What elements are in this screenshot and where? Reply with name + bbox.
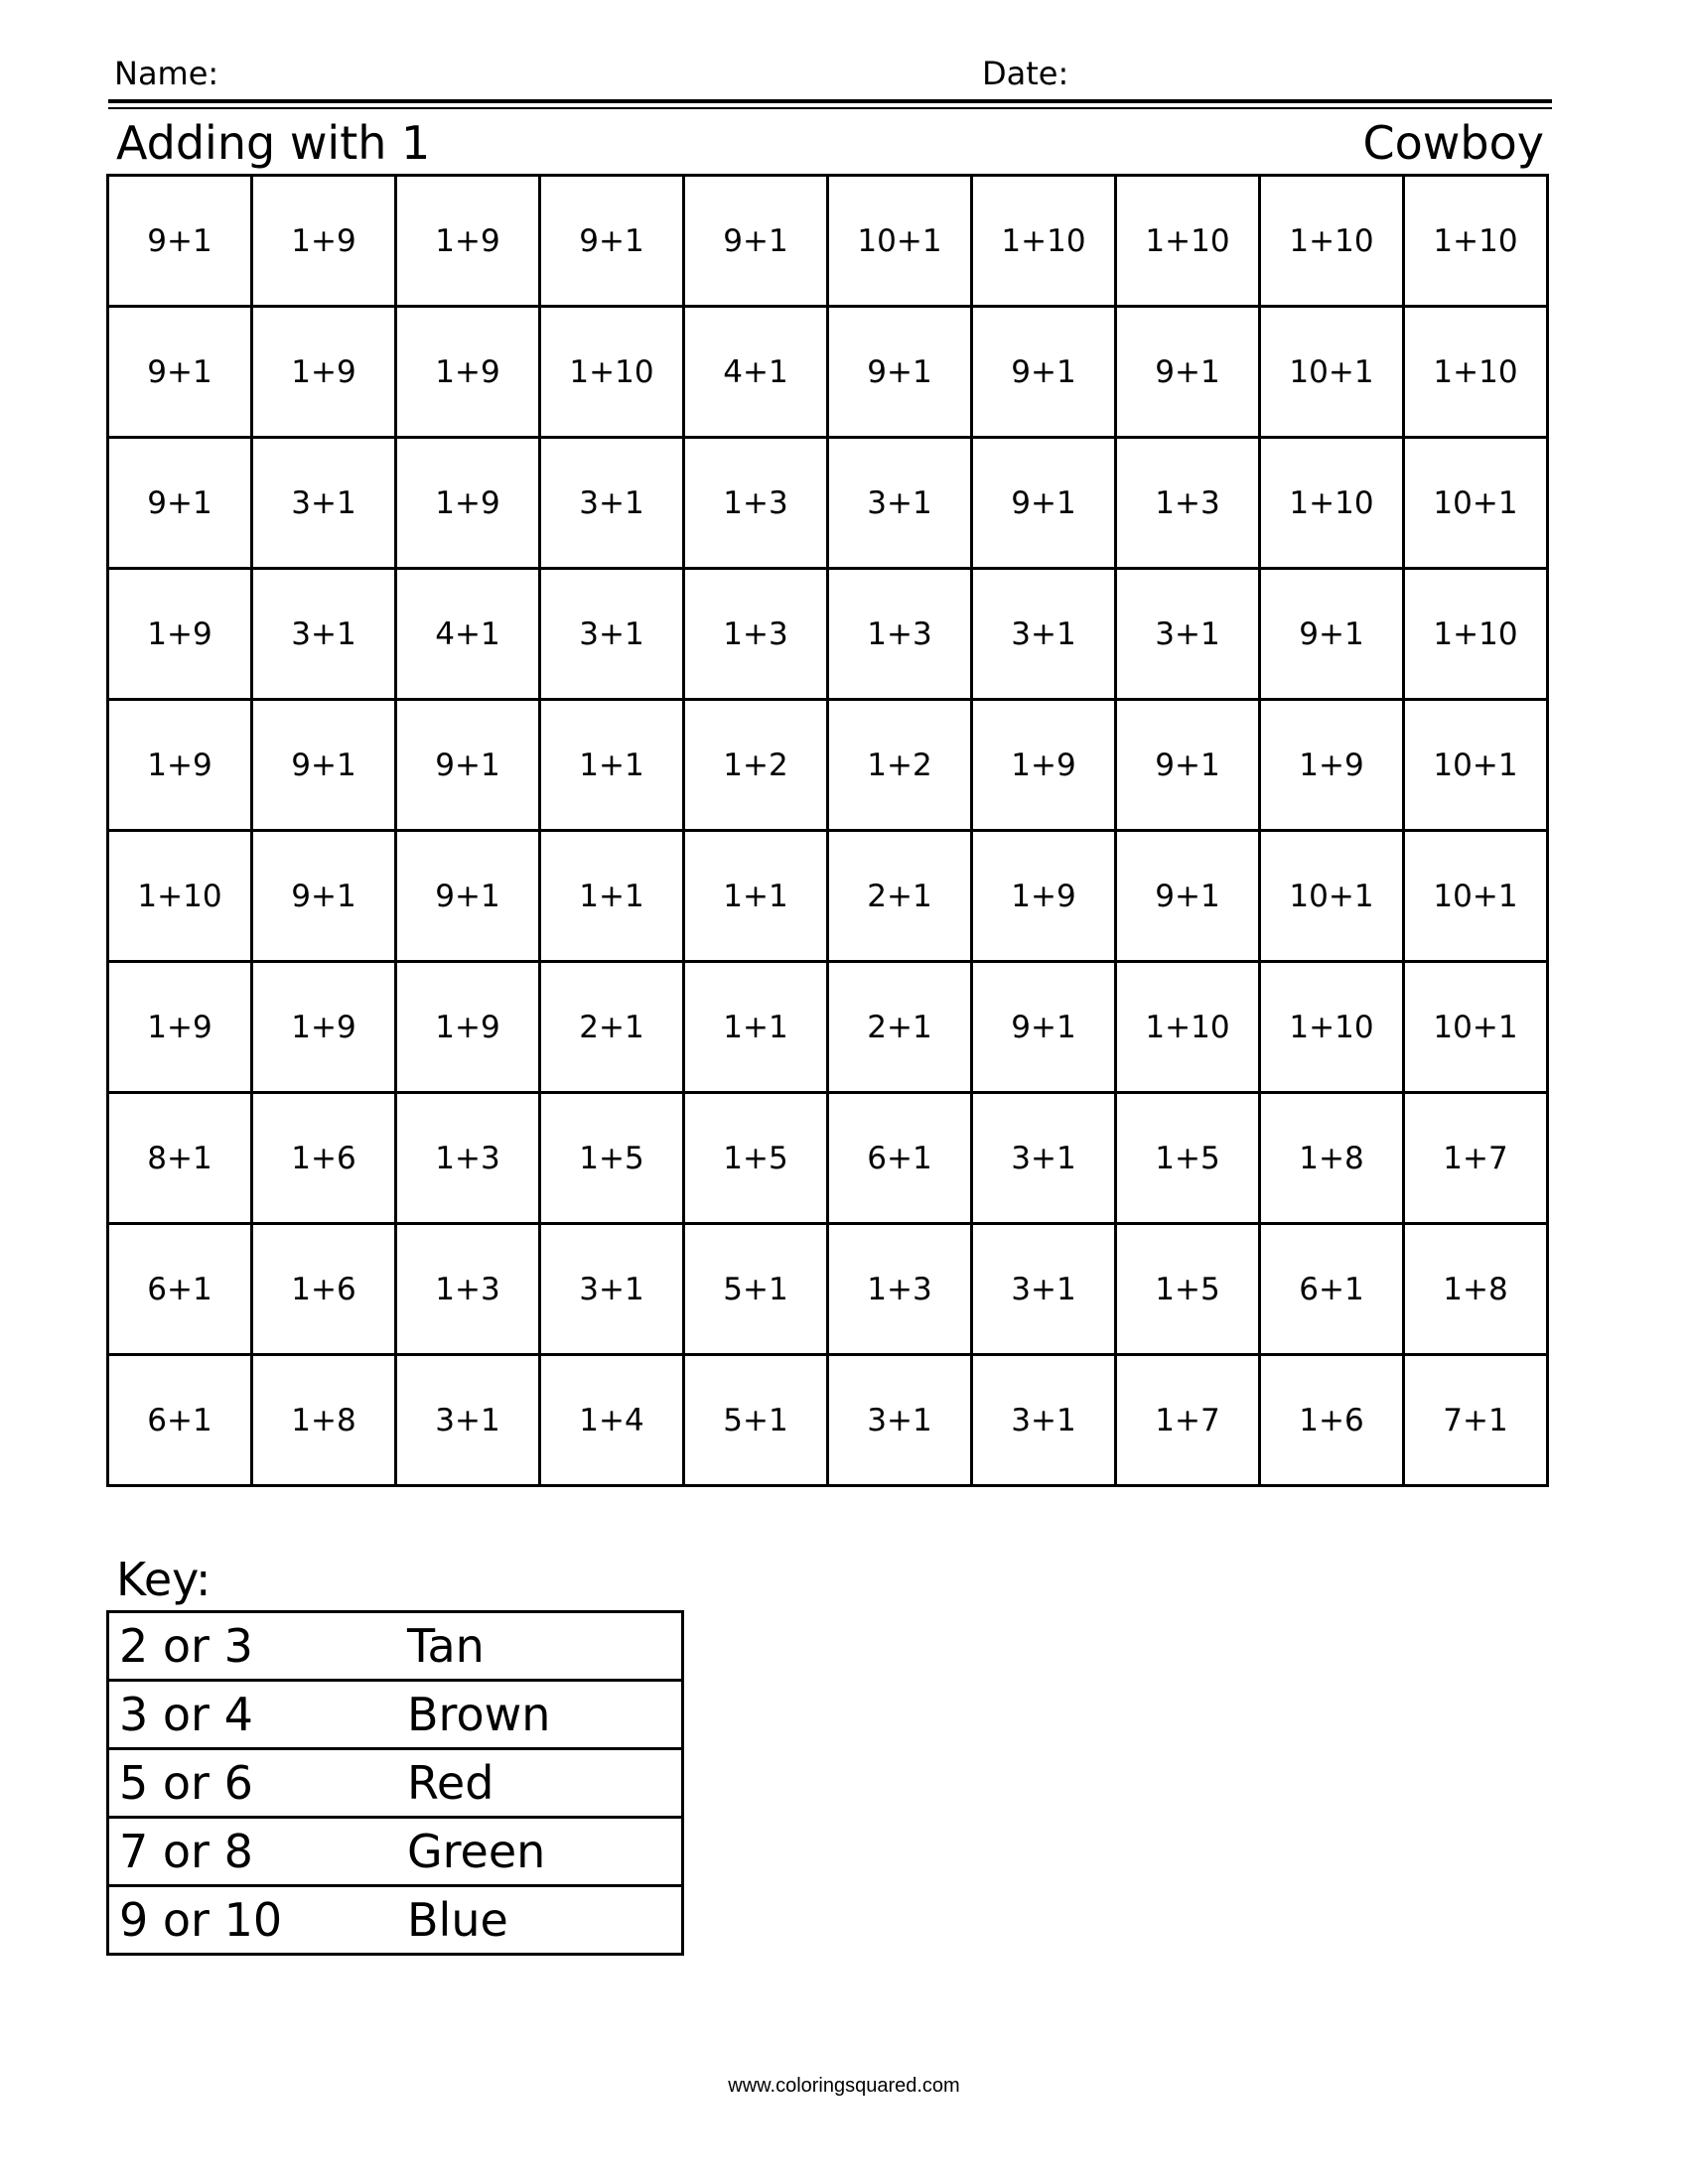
grid-cell: 1+3 (828, 569, 972, 700)
name-label: Name: (114, 55, 219, 92)
grid-cell: 1+1 (540, 831, 684, 962)
grid-row (108, 176, 1548, 307)
grid-cell: 1+4 (540, 1355, 684, 1486)
grid-cell: 6+1 (828, 1093, 972, 1224)
key-range: 7 or 8 (108, 1818, 398, 1886)
grid-cell: 1+7 (1404, 1093, 1548, 1224)
grid-cell: 1+9 (396, 176, 540, 307)
grid-cell: 9+1 (828, 307, 972, 438)
grid-cell: 9+1 (1116, 831, 1260, 962)
grid-cell: 3+1 (828, 438, 972, 569)
key-color: Tan (397, 1612, 683, 1681)
key-label: Key: (116, 1553, 211, 1606)
grid-cell: 3+1 (1116, 569, 1260, 700)
grid-cell: 9+1 (1116, 700, 1260, 831)
grid-cell: 1+9 (252, 176, 396, 307)
key-row (108, 1749, 683, 1818)
grid-cell: 5+1 (684, 1355, 828, 1486)
grid-cell: 1+10 (1260, 962, 1404, 1093)
grid-cell: 9+1 (972, 438, 1116, 569)
grid-cell: 6+1 (108, 1355, 252, 1486)
grid-cell: 1+5 (1116, 1224, 1260, 1355)
grid-row (108, 569, 1548, 700)
worksheet-title: Adding with 1 (116, 116, 431, 170)
grid-cell: 1+9 (396, 962, 540, 1093)
grid-cell: 9+1 (252, 700, 396, 831)
key-color: Green (397, 1818, 683, 1886)
grid-cell: 10+1 (828, 176, 972, 307)
grid-cell: 1+10 (1260, 438, 1404, 569)
grid-cell: 7+1 (1404, 1355, 1548, 1486)
grid-cell: 10+1 (1260, 307, 1404, 438)
grid-row (108, 1355, 1548, 1486)
key-row (108, 1886, 683, 1955)
grid-cell: 1+10 (1260, 176, 1404, 307)
grid-cell: 9+1 (684, 176, 828, 307)
footer-website: www.coloringsquared.com (728, 2075, 960, 2097)
grid-cell: 9+1 (396, 700, 540, 831)
grid-cell: 1+8 (1260, 1093, 1404, 1224)
grid-cell: 6+1 (108, 1224, 252, 1355)
grid-cell: 1+5 (684, 1093, 828, 1224)
key-color: Brown (397, 1681, 683, 1749)
grid-cell: 3+1 (540, 438, 684, 569)
grid-cell: 1+9 (972, 831, 1116, 962)
grid-cell: 9+1 (396, 831, 540, 962)
grid-cell: 3+1 (828, 1355, 972, 1486)
key-range: 2 or 3 (108, 1612, 398, 1681)
grid-cell: 2+1 (828, 831, 972, 962)
grid-cell: 4+1 (684, 307, 828, 438)
key-row (108, 1681, 683, 1749)
grid-cell: 1+9 (396, 307, 540, 438)
grid-cell: 9+1 (1260, 569, 1404, 700)
grid-cell: 1+9 (108, 569, 252, 700)
grid-cell: 1+3 (684, 569, 828, 700)
grid-cell: 1+10 (108, 831, 252, 962)
problem-grid (106, 174, 1549, 1487)
grid-cell: 3+1 (540, 569, 684, 700)
grid-cell: 3+1 (396, 1355, 540, 1486)
grid-row (108, 831, 1548, 962)
key-row (108, 1818, 683, 1886)
grid-cell: 1+1 (540, 700, 684, 831)
grid-cell: 9+1 (972, 962, 1116, 1093)
grid-cell: 9+1 (972, 307, 1116, 438)
picture-name: Cowboy (1362, 116, 1544, 170)
grid-cell: 10+1 (1260, 831, 1404, 962)
grid-cell: 6+1 (1260, 1224, 1404, 1355)
grid-cell: 9+1 (1116, 307, 1260, 438)
grid-cell: 1+3 (684, 438, 828, 569)
grid-cell: 1+10 (1404, 307, 1548, 438)
grid-cell: 2+1 (540, 962, 684, 1093)
title-row (108, 111, 1552, 173)
grid-cell: 8+1 (108, 1093, 252, 1224)
grid-cell: 1+8 (1404, 1224, 1548, 1355)
grid-cell: 1+6 (252, 1224, 396, 1355)
grid-cell: 9+1 (108, 438, 252, 569)
key-range: 5 or 6 (108, 1749, 398, 1818)
grid-cell: 1+10 (540, 307, 684, 438)
key-color: Blue (397, 1886, 683, 1955)
grid-row (108, 962, 1548, 1093)
grid-cell: 3+1 (972, 1093, 1116, 1224)
grid-cell: 3+1 (252, 569, 396, 700)
grid-cell: 1+3 (828, 1224, 972, 1355)
grid-cell: 10+1 (1404, 438, 1548, 569)
grid-cell: 1+10 (1116, 962, 1260, 1093)
grid-cell: 5+1 (684, 1224, 828, 1355)
grid-row (108, 1224, 1548, 1355)
grid-cell: 3+1 (972, 1224, 1116, 1355)
grid-cell: 1+10 (1116, 176, 1260, 307)
grid-cell: 4+1 (396, 569, 540, 700)
grid-cell: 1+2 (828, 700, 972, 831)
grid-cell: 1+1 (684, 962, 828, 1093)
grid-cell: 9+1 (540, 176, 684, 307)
grid-cell: 1+9 (1260, 700, 1404, 831)
grid-cell: 1+10 (1404, 176, 1548, 307)
grid-cell: 3+1 (972, 569, 1116, 700)
grid-cell: 1+9 (396, 438, 540, 569)
grid-cell: 1+6 (1260, 1355, 1404, 1486)
grid-row (108, 1093, 1548, 1224)
grid-cell: 1+3 (396, 1224, 540, 1355)
grid-cell: 1+9 (252, 962, 396, 1093)
key-row (108, 1612, 683, 1681)
grid-row (108, 438, 1548, 569)
grid-cell: 9+1 (108, 307, 252, 438)
grid-cell: 3+1 (252, 438, 396, 569)
grid-cell: 1+5 (540, 1093, 684, 1224)
grid-cell: 1+9 (252, 307, 396, 438)
grid-cell: 10+1 (1404, 700, 1548, 831)
grid-cell: 9+1 (108, 176, 252, 307)
header (108, 52, 1552, 91)
header-rule-thick (108, 99, 1552, 103)
grid-cell: 1+9 (108, 962, 252, 1093)
key-color: Red (397, 1749, 683, 1818)
grid-cell: 1+1 (684, 831, 828, 962)
header-rule-thin (108, 107, 1552, 109)
grid-cell: 2+1 (828, 962, 972, 1093)
grid-cell: 1+9 (972, 700, 1116, 831)
grid-cell: 10+1 (1404, 831, 1548, 962)
grid-cell: 1+7 (1116, 1355, 1260, 1486)
grid-cell: 1+6 (252, 1093, 396, 1224)
date-label: Date: (982, 55, 1069, 92)
grid-cell: 1+8 (252, 1355, 396, 1486)
grid-cell: 1+9 (108, 700, 252, 831)
grid-cell: 3+1 (972, 1355, 1116, 1486)
key-range: 9 or 10 (108, 1886, 398, 1955)
grid-cell: 1+3 (1116, 438, 1260, 569)
grid-cell: 10+1 (1404, 962, 1548, 1093)
grid-row (108, 700, 1548, 831)
key-range: 3 or 4 (108, 1681, 398, 1749)
grid-cell: 1+2 (684, 700, 828, 831)
grid-cell: 3+1 (540, 1224, 684, 1355)
grid-row (108, 307, 1548, 438)
grid-cell: 9+1 (252, 831, 396, 962)
grid-cell: 1+10 (1404, 569, 1548, 700)
grid-cell: 1+3 (396, 1093, 540, 1224)
grid-cell: 1+5 (1116, 1093, 1260, 1224)
color-key (106, 1610, 684, 1956)
grid-cell: 1+10 (972, 176, 1116, 307)
